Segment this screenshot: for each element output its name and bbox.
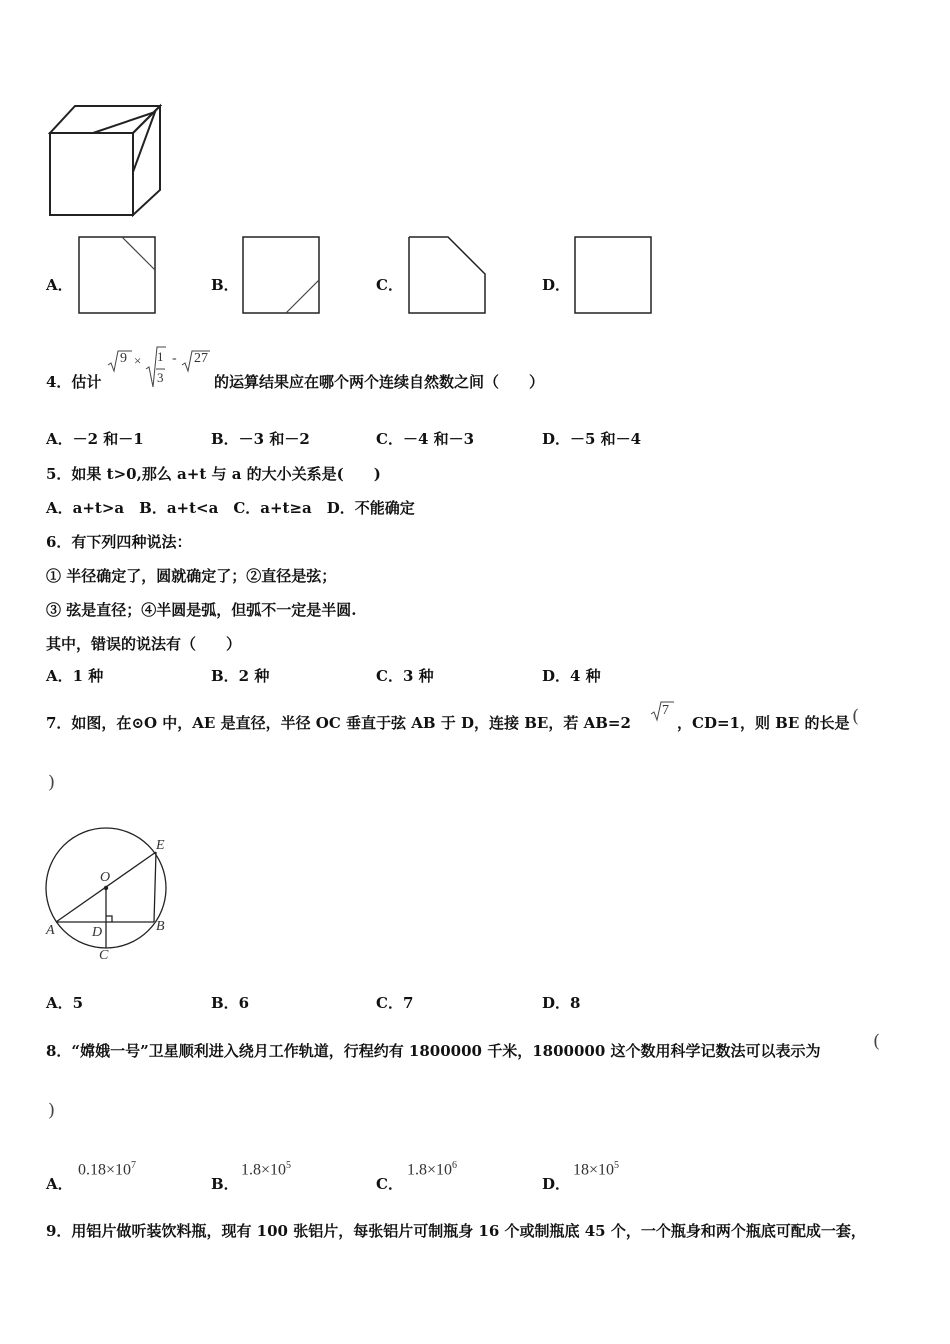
q8-option-b-label[interactable]: B． <box>211 1175 239 1193</box>
q8-option-a-value[interactable] <box>78 1160 136 1179</box>
q6-stem: 6．有下列四种说法： <box>46 533 192 551</box>
q6-option-d[interactable]: D．4 种 <box>542 667 601 685</box>
q8-option-b-mantissa: 1.8 <box>241 1161 261 1179</box>
q8-option-a-exponent: 7 <box>131 1160 137 1171</box>
q6-option-c[interactable]: C．3 种 <box>376 667 434 685</box>
q8-option-d-value[interactable] <box>573 1160 619 1179</box>
q6-statement-3-4: ③ 弦是直径；④半圆是弧，但弧不一定是半圆. <box>46 601 357 619</box>
q7-stem-part2: ，CD=1，则 BE 的长是 <box>677 714 850 732</box>
q8-option-d-exponent: 5 <box>614 1160 620 1171</box>
q3-option-d-label[interactable]: D． <box>542 276 571 294</box>
q6-option-b[interactable]: B．2 种 <box>211 667 270 685</box>
q7-fig-label-c: C <box>99 948 109 963</box>
q4-option-a[interactable]: A．－2 和－1 <box>46 430 144 448</box>
q8-option-c-times: ×10 <box>427 1161 453 1179</box>
q7-option-a[interactable]: A．5 <box>46 994 84 1012</box>
q8-option-d-mantissa: 18 <box>573 1161 589 1179</box>
q8-option-b-exponent: 5 <box>286 1160 292 1171</box>
q5-stem: 5．如果 t>0,那么 a+t 与 a 的大小关系是( ) <box>46 465 381 483</box>
q4-option-d[interactable]: D．－5 和－4 <box>542 430 642 448</box>
q4-fraction-den: 3 <box>157 370 164 385</box>
q3-option-a-figure[interactable] <box>78 236 158 316</box>
q4-sqrt9: 9 <box>120 351 127 366</box>
q7-close-paren: ) <box>48 772 56 793</box>
q6-option-a[interactable]: A．1 种 <box>46 667 104 685</box>
q6-statement-1-2: ① 半径确定了，圆就确定了；②直径是弦； <box>46 567 337 585</box>
q8-option-d-times: ×10 <box>589 1161 615 1179</box>
q3-option-c-label[interactable]: C． <box>376 276 403 294</box>
q8-open-paren: ( <box>873 1031 881 1052</box>
q4-minus: - <box>172 351 177 366</box>
q8-option-a-times: ×10 <box>106 1161 132 1179</box>
q7-stem-part1: 7．如图，在⊙O 中，AE 是直径，半径 OC 垂直于弦 AB 于 D，连接 BE，若 AB=2 <box>46 714 631 732</box>
q8-stem: 8．“嫦娥一号”卫星顺利进入绕月工作轨道，行程约有 1800000 千米，1800000 这个数用科学记数法可以表示为 <box>46 1042 821 1060</box>
q4-option-c[interactable]: C．－4 和－3 <box>376 430 475 448</box>
q4-number: 4．估计 <box>46 373 102 391</box>
q7-fig-label-b: B <box>156 919 165 934</box>
q9-stem: 9．用铝片做听装饮料瓶，现有 100 张铝片，每张铝片可制瓶身 16 个或制瓶底 45 个，一个瓶身和两个瓶底可配成一套， <box>46 1222 866 1240</box>
q3-option-a-label[interactable]: A． <box>46 276 73 294</box>
q8-option-b-value[interactable] <box>241 1160 291 1179</box>
q6-question: 其中，错误的说法有（ ） <box>46 635 242 653</box>
q3-option-b-figure[interactable] <box>242 236 322 316</box>
q7-fig-label-a: A <box>46 923 55 938</box>
q8-option-a-label[interactable]: A． <box>46 1175 73 1193</box>
q7-option-c[interactable]: C．7 <box>376 994 414 1012</box>
q3-option-c-figure[interactable] <box>408 236 488 316</box>
q8-option-c-mantissa: 1.8 <box>407 1161 427 1179</box>
q4-fraction-num: 1 <box>157 349 164 364</box>
q8-option-a-mantissa: 0.18 <box>78 1161 106 1179</box>
q8-option-b-times: ×10 <box>261 1161 287 1179</box>
q3-option-d-figure[interactable] <box>574 236 654 316</box>
q8-option-c-exponent: 6 <box>452 1160 458 1171</box>
q8-option-c-label[interactable]: C． <box>376 1175 403 1193</box>
q4-expression <box>106 345 214 393</box>
q7-fig-label-d: D <box>92 925 103 940</box>
q4-sqrt27: 27 <box>194 351 208 366</box>
q7-option-b[interactable]: B．6 <box>211 994 250 1012</box>
q7-fig-label-o: O <box>100 870 111 885</box>
q4-stem: 的运算结果应在哪个两个连续自然数之间（ ） <box>214 373 545 391</box>
q7-fig-label-e: E <box>156 838 165 853</box>
q7-option-d[interactable]: D．8 <box>542 994 581 1012</box>
q7-sqrt7: 7 <box>662 703 669 718</box>
q8-option-d-label[interactable]: D． <box>542 1175 571 1193</box>
q8-close-paren: ) <box>48 1100 56 1121</box>
q4-times: × <box>134 353 142 368</box>
q8-option-c-value[interactable] <box>407 1160 457 1179</box>
cube-figure <box>45 100 165 220</box>
q4-option-b[interactable]: B．－3 和－2 <box>211 430 310 448</box>
q5-options[interactable]: A．a+t>a B．a+t<a C．a+t≥a D．不能确定 <box>46 499 415 517</box>
q7-open-paren: ( <box>852 706 860 727</box>
q3-option-b-label[interactable]: B． <box>211 276 239 294</box>
